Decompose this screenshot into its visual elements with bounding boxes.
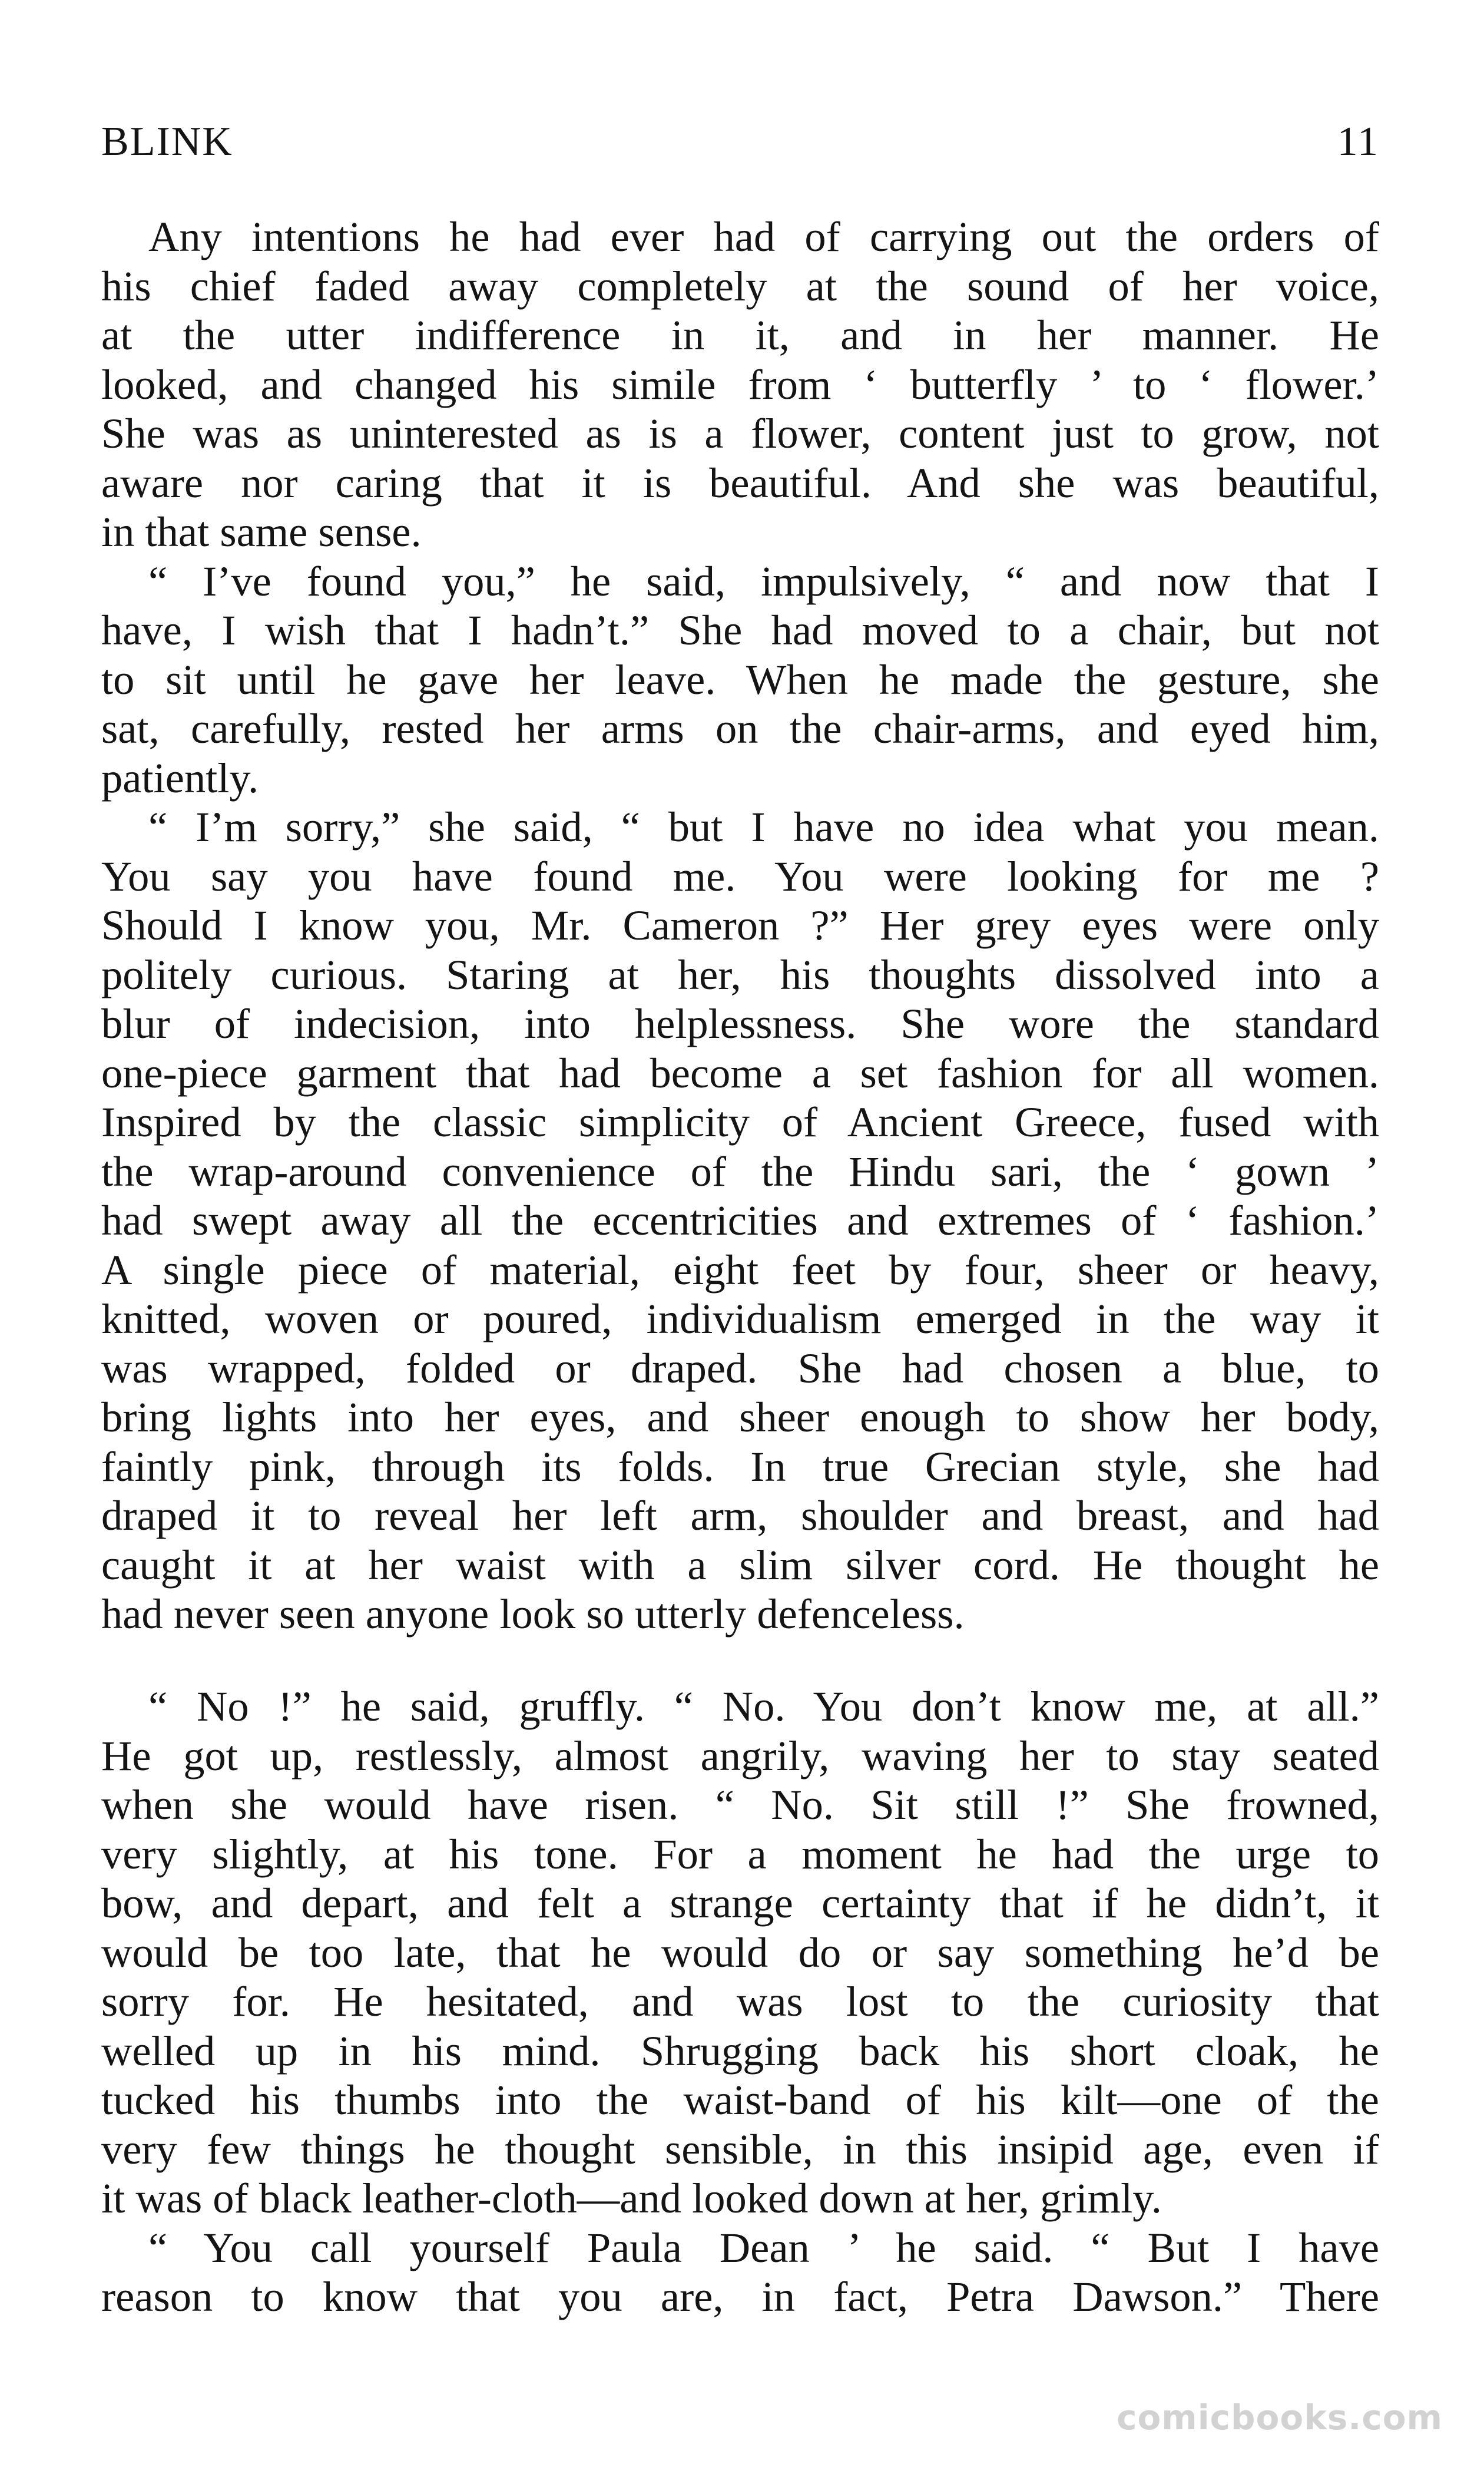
paragraph xyxy=(101,212,1379,557)
text-line: would be too late, that he would do or say something he’d be xyxy=(101,1928,1379,1976)
text-line: had swept away all the eccentricities and extremes of ‘ fashion.’ xyxy=(101,1196,1379,1244)
text-line: knitted, woven or poured, individualism emerged in the way it xyxy=(101,1295,1379,1342)
text-line: “ I’ve found you,” he said, impulsively, “ and now that I xyxy=(148,557,1379,605)
text-line: Inspired by the classic simplicity of Ancient Greece, fused with xyxy=(101,1098,1379,1146)
text-line: to sit until he gave her leave. When he made the gesture, she xyxy=(101,655,1379,703)
text-line: blur of indecision, into helplessness. She wore the standard xyxy=(101,1000,1379,1047)
text-line: politely curious. Staring at her, his thoughts dissolved into a xyxy=(101,950,1379,998)
text-line: have, I wish that I hadn’t.” She had moved to a chair, but not xyxy=(101,606,1379,654)
text-line: patiently. xyxy=(101,753,259,802)
text-line: the wrap-around convenience of the Hindu sari, the ‘ gown ’ xyxy=(101,1147,1379,1195)
text-line: sorry for. He hesitated, and was lost to the curiosity that xyxy=(101,1977,1379,2025)
text-line: Should I know you, Mr. Cameron ?” Her grey eyes were only xyxy=(101,901,1379,949)
text-line: A single piece of material, eight feet by four, sheer or heavy, xyxy=(101,1245,1379,1294)
text-line: his chief faded away completely at the sound of her voice, xyxy=(101,262,1379,310)
running-title: BLINK xyxy=(101,119,233,164)
text-line: very few things he thought sensible, in this insipid age, even if xyxy=(101,2125,1379,2173)
page-header xyxy=(101,115,1379,168)
text-line: She was as uninterested as is a flower, content just to grow, not xyxy=(101,409,1379,457)
text-line: it was of black leather-cloth—and looked down at her, grimly. xyxy=(101,2174,1162,2222)
text-line: welled up in his mind. Shrugging back his short cloak, he xyxy=(101,2026,1379,2075)
page-number: 11 xyxy=(1337,119,1379,164)
text-line: faintly pink, through its folds. In true Grecian style, she had xyxy=(101,1442,1379,1490)
text-line: sat, carefully, rested her arms on the chair-arms, and eyed him, xyxy=(101,705,1379,752)
paragraph xyxy=(101,2223,1379,2321)
text-line: very slightly, at his tone. For a moment he had the urge to xyxy=(101,1830,1379,1878)
text-line: Any intentions he had ever had of carrying out the orders of xyxy=(148,213,1379,260)
body-text-section-2 xyxy=(101,1682,1379,2321)
text-line: had never seen anyone look so utterly defenceless. xyxy=(101,1590,965,1638)
text-line: draped it to reveal her left arm, shoulder and breast, and had xyxy=(101,1491,1379,1539)
text-line: in that same sense. xyxy=(101,508,422,555)
text-line: He got up, restlessly, almost angrily, waving her to stay seated xyxy=(101,1731,1379,1780)
text-line: “ No !” he said, gruffly. “ No. You don’t know me, at all.” xyxy=(148,1682,1379,1730)
text-line: reason to know that you are, in fact, Petra Dawson.” There xyxy=(101,2273,1379,2320)
text-line: “ I’m sorry,” she said, “ but I have no idea what you mean. xyxy=(148,803,1379,851)
text-line: was wrapped, folded or draped. She had chosen a blue, to xyxy=(101,1344,1379,1392)
text-line: “ You call yourself Paula Dean ’ he said. “ But I have xyxy=(148,2223,1379,2271)
watermark-text: comicbooks.com xyxy=(1117,2397,1443,2437)
paragraph xyxy=(101,802,1379,1639)
text-line: at the utter indifference in it, and in her manner. He xyxy=(101,311,1379,359)
text-line: when she would have risen. “ No. Sit still !” She frowned, xyxy=(101,1781,1379,1828)
text-line: bow, and depart, and felt a strange certainty that if he didn’t, it xyxy=(101,1879,1379,1927)
text-line: looked, and changed his simile from ‘ butterfly ’ to ‘ flower.’ xyxy=(101,360,1379,408)
paragraph xyxy=(101,557,1379,803)
text-line: bring lights into her eyes, and sheer enough to show her body, xyxy=(101,1393,1379,1441)
text-line: aware nor caring that it is beautiful. And she was beautiful, xyxy=(101,458,1379,507)
text-line: You say you have found me. You were looking for me ? xyxy=(101,852,1379,900)
body-text-section-1 xyxy=(101,212,1379,1639)
text-line: one-piece garment that had become a set fashion for all women. xyxy=(101,1049,1379,1097)
paragraph xyxy=(101,1682,1379,2223)
text-line: tucked his thumbs into the waist-band of his kilt—one of the xyxy=(101,2076,1379,2124)
text-line: caught it at her waist with a slim silver cord. He thought he xyxy=(101,1540,1379,1589)
